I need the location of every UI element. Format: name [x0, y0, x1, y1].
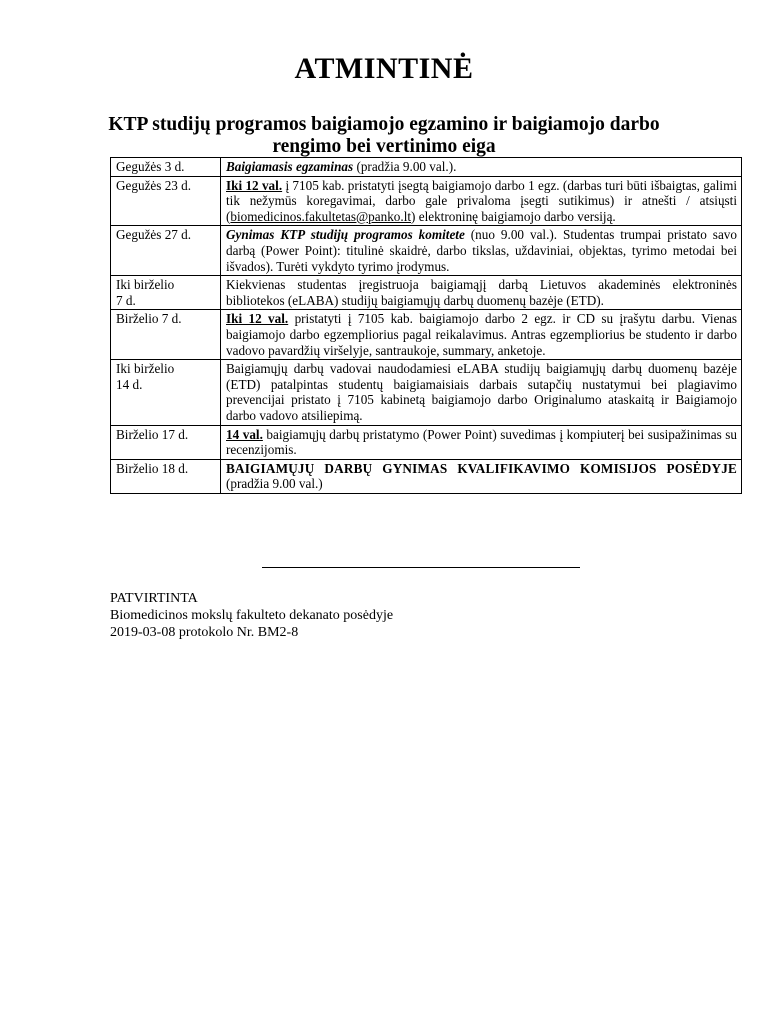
document-subtitle: [100, 114, 668, 158]
description-cell: [221, 176, 742, 226]
date-cell: [111, 360, 221, 425]
table-row: [111, 158, 742, 177]
date-cell: [111, 425, 221, 459]
time-emphasis: Iki 12 val.: [226, 177, 283, 193]
date-text: Iki birželio: [116, 277, 175, 293]
date-text: Gegužės 3 d.: [116, 159, 185, 174]
subtitle-line-2: rengimo bei vertinimo eiga: [272, 136, 496, 157]
description-cell: [221, 310, 742, 360]
subtitle-line-1: KTP studijų programos baigiamojo egzamino ir baigiamojo darbo: [108, 114, 660, 135]
event-text: (nuo 9.00 val.). Studentas trumpai pristato savo darbą (Power Point): titulinė skaidrė, darbo tikslas, uždaviniai, objektas, tyrimo metodai bei išvados). Turėti vykdyto tyrimo įrodymus.: [226, 227, 737, 274]
description-cell: [221, 158, 742, 177]
date-text: 14 d.: [116, 376, 143, 392]
date-cell: [111, 276, 221, 310]
event-text-end: ) elektroninę baigiamojo darbo versiją.: [411, 208, 616, 224]
date-text: Birželio 18 d.: [116, 460, 189, 476]
date-text: Iki birželio: [116, 361, 175, 377]
table-row: [111, 276, 742, 310]
table-row: [111, 310, 742, 360]
table-row: [111, 425, 742, 459]
date-cell: [111, 310, 221, 360]
date-text: Gegužės 23 d.: [116, 177, 192, 193]
time-emphasis: 14 val.: [226, 426, 263, 442]
event-emphasis: BAIGIAMŲJŲ DARBŲ GYNIMAS KVALIFIKAVIMO KOMISIJOS POSĖDYJE: [226, 460, 737, 476]
table-row: [111, 226, 742, 276]
document-title: ATMINTINĖ: [294, 52, 474, 85]
schedule-table: [110, 157, 742, 494]
event-emphasis: Baigiamasis egzaminas: [226, 159, 354, 174]
event-text: baigiamųjų darbų pristatymo (Power Point) suvedimas į kompiuterį bei susipažinimas su recenzijomis.: [226, 426, 738, 458]
date-cell: [111, 158, 221, 177]
table-row: [111, 459, 742, 493]
event-text: Kiekvienas studentas įregistruoja baigiamąjį darbą Lietuvos akademinės elektroninės bibliotekos (eLABA) studijų baigiamųjų darbų duomenų bazėje (ETD).: [226, 277, 737, 308]
date-text: Birželio 17 d.: [116, 426, 189, 442]
date-cell: [111, 226, 221, 276]
event-text: pristatyti į 7105 kab. baigiamojo darbo 2 egz. ir CD su įrašytu darbu. Vienas baigiamojo darbo egzempliorius pagal reikalavimus. Antras egzempliorius be studento ir darbo vadovo pavardžių viršelyje, santraukoje, summary, anketoje.: [226, 311, 738, 358]
date-cell: [111, 176, 221, 226]
approval-heading: PATVIRTINTA: [110, 591, 198, 606]
event-text: (pradžia 9.00 val.).: [353, 159, 457, 174]
date-text: Gegužės 27 d.: [116, 227, 192, 243]
approval-line-1: Biomedicinos mokslų fakulteto dekanato posėdyje: [110, 608, 394, 623]
approval-line-2: 2019-03-08 protokolo Nr. BM2-8: [110, 625, 299, 640]
event-text: (pradžia 9.00 val.): [226, 476, 323, 492]
time-emphasis: Iki 12 val.: [226, 311, 289, 327]
approval-block: [110, 590, 393, 641]
table-row: [111, 176, 742, 226]
divider-line: [262, 567, 580, 568]
date-text: Birželio 7 d.: [116, 311, 182, 327]
event-text: Baigiamųjų darbų vadovai naudodamiesi eLABA studijų baigiamųjų darbų duomenų bazėje (ETD) patalpintas studentų baigiamaisiais darbais sutapčių nustatymui bei plagiavimo prevencijai pristato į 7105 kabinetą baigiamojo darbo Originalumo ataskaitą ir Baigiamojo darbo vadovo atsiliepimą.: [226, 361, 737, 423]
description-cell: [221, 226, 742, 276]
description-cell: [221, 276, 742, 310]
email-link[interactable]: biomedicinos.fakultetas@panko.lt: [230, 208, 412, 224]
event-emphasis: Gynimas KTP studijų programos komitete: [226, 227, 465, 243]
description-cell: [221, 360, 742, 425]
description-cell: [221, 459, 742, 493]
date-cell: [111, 459, 221, 493]
table-row: [111, 360, 742, 425]
event-text: į 7105 kab. pristatyti įsegtą baigiamojo darbo 1 egz. (darbas turi būti išbaigtas, galimi tik nežymūs koregavimai, darbo gale privaloma įsegti sutikimus) ir atnešti / atsiųsti (: [226, 177, 737, 224]
date-text: 7 d.: [116, 292, 136, 308]
description-cell: [221, 425, 742, 459]
